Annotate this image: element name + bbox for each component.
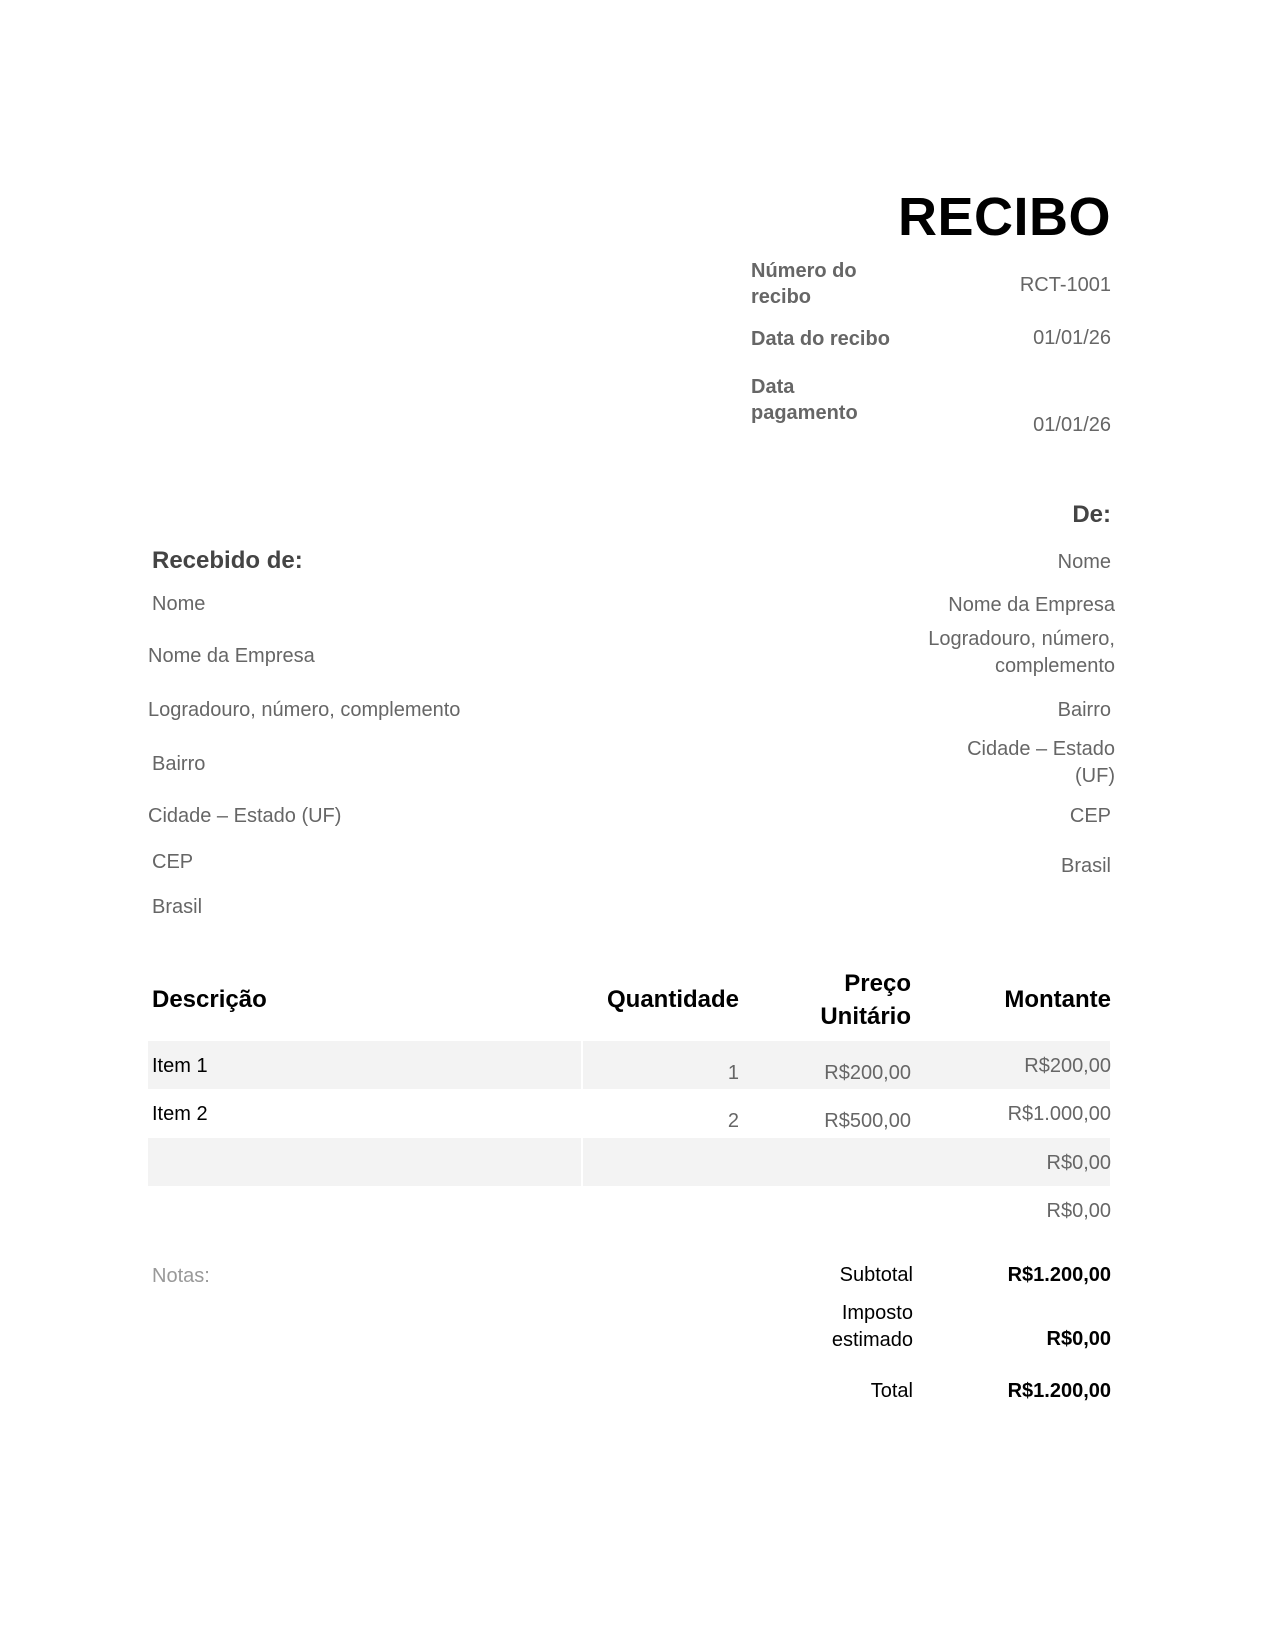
payment-date-label: Data pagamento — [751, 376, 858, 424]
row1-quantity: 1 — [727, 1062, 739, 1084]
receipt-date-value: 01/01/26 — [1033, 327, 1111, 349]
from-country: Brasil — [1060, 855, 1111, 877]
from-city: Cidade – Estado (UF) — [967, 738, 1115, 787]
header-unit-price: Preço Unitário — [820, 970, 911, 1030]
row1-amount: R$200,00 — [1024, 1055, 1111, 1077]
row1-description: Item 1 — [152, 1055, 208, 1077]
payment-date-value: 01/01/26 — [1033, 414, 1111, 436]
row4-amount: R$0,00 — [1046, 1200, 1111, 1222]
received-from-postal: CEP — [152, 851, 194, 873]
row1-unit-price: R$200,00 — [824, 1062, 911, 1084]
header-description: Descrição — [152, 986, 267, 1013]
from-heading: De: — [1072, 501, 1111, 528]
from-street: Logradouro, número, complemento — [928, 628, 1115, 677]
total-value: R$1.200,00 — [1007, 1380, 1111, 1402]
notes-label: Notas: — [152, 1265, 210, 1287]
subtotal-value: R$1.200,00 — [1007, 1264, 1111, 1286]
row2-unit-price: R$500,00 — [824, 1110, 911, 1132]
received-from-company: Nome da Empresa — [148, 645, 315, 667]
received-from-street: Logradouro, número, complemento — [148, 699, 461, 721]
subtotal-label: Subtotal — [839, 1264, 913, 1286]
table-row-bg — [148, 1138, 581, 1186]
tax-label: Imposto estimado — [831, 1302, 913, 1351]
document-title: RECIBO — [897, 187, 1111, 247]
received-from-heading: Recebido de: — [152, 547, 303, 574]
table-row-bg — [583, 1138, 1110, 1186]
header-quantity: Quantidade — [606, 986, 739, 1013]
from-postal: CEP — [1069, 805, 1111, 827]
from-company: Nome da Empresa — [948, 594, 1115, 616]
table-row-bg — [148, 1041, 581, 1089]
received-from-country: Brasil — [152, 896, 203, 918]
row3-amount: R$0,00 — [1046, 1152, 1111, 1174]
row2-description: Item 2 — [152, 1103, 208, 1125]
received-from-name: Nome — [152, 593, 206, 615]
receipt-number-value: RCT-1001 — [1019, 274, 1111, 296]
from-district: Bairro — [1057, 699, 1111, 721]
header-amount: Montante — [1004, 986, 1111, 1013]
tax-value: R$0,00 — [1046, 1328, 1111, 1350]
receipt-number-label: Número do recibo — [751, 260, 857, 308]
row2-quantity: 2 — [727, 1110, 739, 1132]
received-from-district: Bairro — [152, 753, 206, 775]
received-from-city: Cidade – Estado (UF) — [148, 805, 342, 827]
total-label: Total — [870, 1380, 913, 1402]
row2-amount: R$1.000,00 — [1007, 1103, 1111, 1125]
from-name: Nome — [1057, 551, 1111, 573]
receipt-date-label: Data do recibo — [751, 328, 890, 350]
